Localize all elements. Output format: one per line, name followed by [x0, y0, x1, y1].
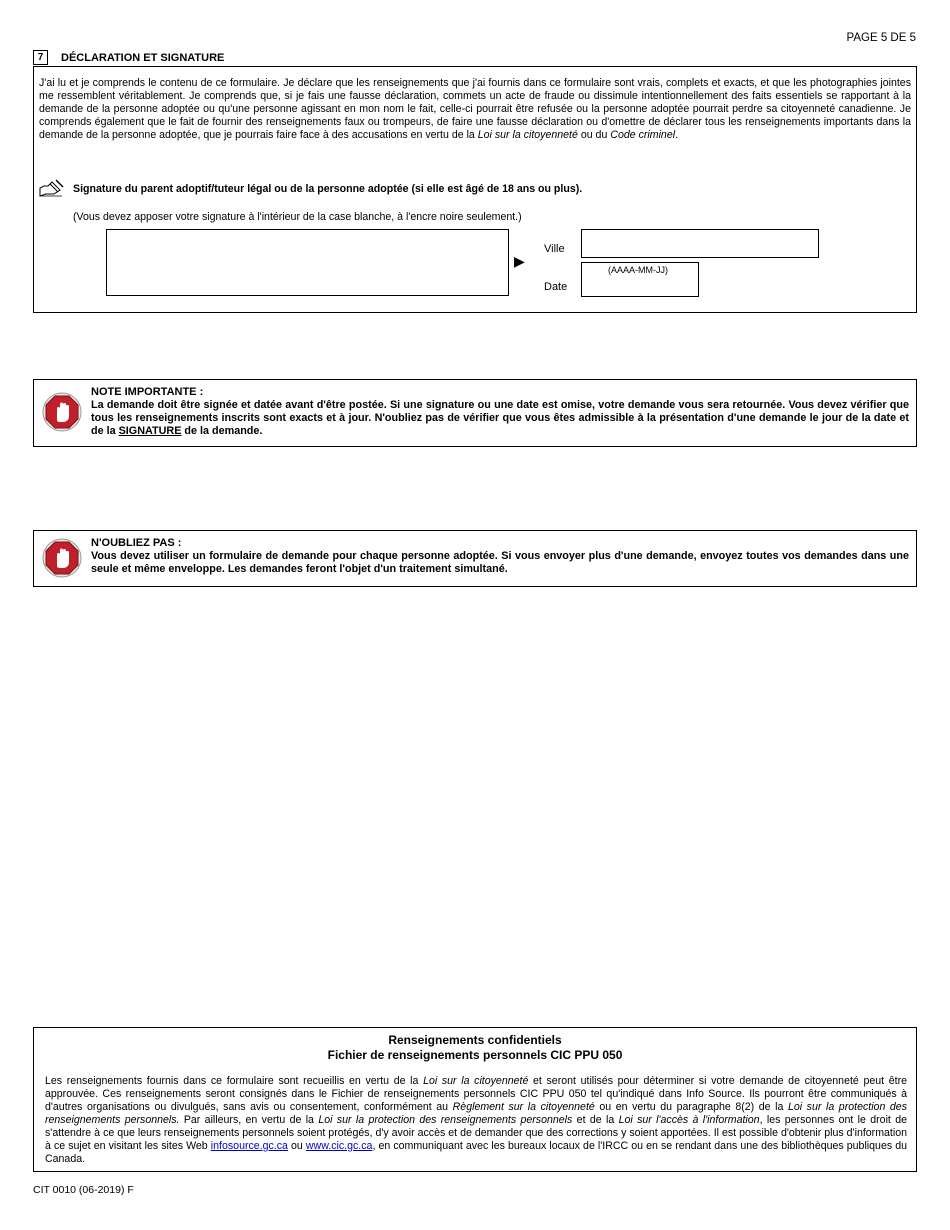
date-format-hint: (AAAA-MM-JJ) [608, 265, 668, 275]
note-text-part: de la demande. [181, 425, 263, 437]
conf-part: Les renseignements fournis dans ce formulaire sont recueillis en vertu de la [45, 1075, 424, 1087]
conf-part: , en communiquant avec les bureaux locaux de l'IRCC ou en se rendant dans une des bibliothèques publiques du Canada. [45, 1140, 907, 1165]
declaration-part: J'ai lu et je comprends le contenu de ce formulaire. Je déclare que les renseignements que j'ai fournis dans ce formulaire sont vrais, complets et exacts, et que les photographies jointes me ressemblent véritablement. Je comprends que, si je fais une fausse déclaration, commets un acte de fraude ou dissimule intentionnellement des faits essentiels se rapportant à la demande de la personne adoptée ou qu'une personne agissant en mon nom le fait, celle-ci pourrait être refusée ou la personne adoptée pourrait perdre sa citoyenneté canadienne. Je comprends également que le fait de fournir des renseignements faux ou trompeurs, de faire une fausse déclaration ou d'omettre de déclarer tous les renseignements importants dans la demande de la personne adoptée, que je pourrais faire face à des accusations en vertu de la [39, 77, 911, 141]
conf-part: Par ailleurs, en vertu de la [179, 1114, 319, 1126]
declaration-part: ou du [577, 129, 611, 141]
note-text: Vous devez utiliser un formulaire de demande pour chaque personne adoptée. Si vous envoyer plus d'une demande, envoyez toutes vos demandes dans une seule et même enveloppe. Les demandes feront l'objet d'un traitement simultané. [91, 550, 909, 575]
stop-hand-icon [42, 538, 82, 578]
pen-signature-icon [38, 178, 64, 198]
signature-field[interactable] [106, 229, 509, 296]
confidential-title: Renseignements confidentiels [388, 1033, 562, 1047]
signature-instructions: (Vous devez apposer votre signature à l'intérieur de la case blanche, à l'encre noire seulement.) [73, 211, 522, 223]
ville-input[interactable] [581, 229, 819, 258]
confidential-box [33, 1027, 917, 1172]
conf-part: , les personnes ont le droit de s'attendre à ce que leurs renseignements personnels soient protégés, d'y avoir accès et de demander que des corrections y soient apportées. Il est possible d'obtenir plus d'information à ce sujet en visitant les sites Web [45, 1114, 907, 1152]
conf-law: Règlement sur la citoyenneté [452, 1101, 595, 1113]
date-label: Date [544, 281, 568, 293]
reminder-note-box [33, 530, 917, 587]
conf-law: Loi sur la protection des renseignements personnels. [45, 1101, 907, 1126]
conf-law: Loi sur l'accès à l'information [618, 1114, 760, 1126]
form-code: CIT 0010 (06-2019) F [33, 1184, 134, 1196]
law-criminal-code: Code criminel [610, 129, 676, 141]
conf-part: et seront utilisés pour déterminer si votre demande de citoyenneté peut être approuvée. Ces renseignements seront consignés dans le Fichier de renseignements personnels CIC PPU 050 tel qu'indiqué dans Info Source. Ils pourront être communiqués à d'autres organisations ou divulgués, sans avis ou consentement, conformément au [45, 1075, 907, 1113]
note-title: NOTE IMPORTANTE : [91, 386, 204, 398]
declaration-box [33, 66, 917, 313]
section-title: DÉCLARATION ET SIGNATURE [61, 52, 225, 64]
page-number: PAGE 5 DE 5 [846, 32, 916, 44]
date-input[interactable] [581, 262, 699, 297]
stop-hand-icon [42, 392, 82, 432]
important-note-box [33, 379, 917, 447]
infosource-link[interactable]: infosource.gc.ca [210, 1140, 288, 1152]
note-text [91, 399, 909, 438]
section-header [33, 50, 917, 66]
cic-link[interactable]: www.cic.gc.ca [305, 1140, 373, 1152]
conf-part: et de la [572, 1114, 619, 1126]
declaration-text [39, 77, 911, 142]
section-number: 7 [33, 50, 48, 65]
conf-part: ou en vertu du paragraphe 8(2) de la [594, 1101, 788, 1113]
confidential-subtitle: Fichier de renseignements personnels CIC PPU 050 [327, 1048, 623, 1062]
ville-label: Ville [544, 243, 565, 255]
note-title: N'OUBLIEZ PAS : [91, 537, 182, 549]
conf-law: Loi sur la protection des renseignements personnels [318, 1114, 573, 1126]
declaration-part: . [675, 129, 679, 141]
conf-law: Loi sur la citoyenneté [423, 1075, 529, 1087]
confidential-text [45, 1075, 907, 1166]
right-arrow-icon: ▶ [514, 253, 525, 269]
signature-label: Signature du parent adoptif/tuteur légal ou de la personne adoptée (si elle est âgé de 18 ans ou plus). [73, 183, 583, 195]
law-citizenship: Loi sur la citoyenneté [477, 129, 578, 141]
signature-emphasis: SIGNATURE [118, 425, 182, 437]
note-text-part: La demande doit être signée et datée avant d'être postée. Si une signature ou une date est omise, votre demande vous sera retournée. Vous devez vérifier que tous les renseignements inscrits sont exacts et à jour. N'oubliez pas de vérifier que vous êtes admissible à la présentation d'une demande le jour de la date et de la [91, 399, 909, 437]
conf-part: ou [287, 1140, 306, 1152]
